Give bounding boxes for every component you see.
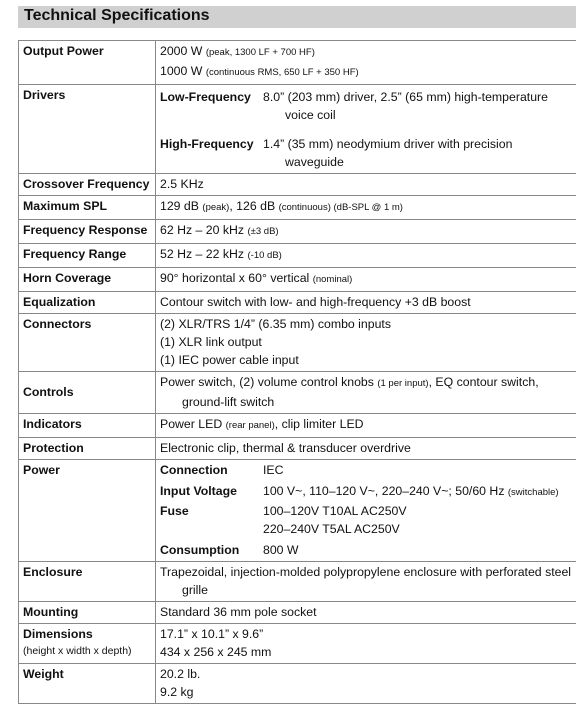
spec-row-indicators: [19, 414, 576, 438]
dimensions-sublabel: (height x width x depth): [23, 643, 151, 659]
controls-text: Power switch, (2) volume control knobs: [160, 375, 374, 389]
output-power-rms: 1000 W: [160, 64, 202, 78]
spl-continuous: , 126 dB: [229, 199, 275, 213]
dimensions-label: Dimensions: [23, 627, 93, 641]
connector-item: (2) XLR/TRS 1/4” (6.35 mm) combo inputs: [160, 315, 573, 333]
freq-range-note: (-10 dB): [248, 250, 282, 261]
power-fuse-value: 100–120V T10AL AC250V: [263, 502, 573, 520]
spec-row-dimensions: [19, 624, 576, 664]
freq-response-value: 62 Hz – 20 kHz: [160, 223, 244, 237]
output-power-peak: 2000 W: [160, 44, 202, 58]
spec-value: [156, 268, 576, 292]
controls-text-2: , EQ contour switch, ground-lift switch: [182, 375, 539, 409]
power-connection-label: Connection: [160, 461, 263, 479]
section-title-bar: [18, 6, 576, 28]
weight-imperial: 20.2 lb.: [160, 665, 573, 683]
dimensions-imperial: 17.1” x 10.1” x 9.6”: [160, 625, 573, 643]
power-input-voltage-label: Input Voltage: [160, 482, 263, 502]
spl-continuous-note: (continuous) (dB-SPL @ 1 m): [279, 202, 403, 213]
spec-row-frequency-response: [19, 220, 576, 244]
spec-row-mounting: [19, 602, 576, 624]
spec-label: Horn Coverage: [19, 268, 156, 292]
indicators-note: (rear panel): [226, 420, 275, 431]
spec-label: Controls: [19, 372, 156, 414]
weight-metric: 9.2 kg: [160, 683, 573, 701]
output-power-rms-note: (continuous RMS, 650 LF + 350 HF): [206, 67, 359, 78]
power-fuse-label: Fuse: [160, 502, 263, 538]
spec-value: [156, 220, 576, 244]
power-fuse-value: 220–240V T5AL AC250V: [263, 520, 573, 538]
dimensions-metric: 434 x 256 x 245 mm: [160, 643, 573, 661]
connector-item: (1) XLR link output: [160, 333, 573, 351]
spec-value: [156, 85, 576, 174]
connector-item: (1) IEC power cable input: [160, 351, 573, 369]
freq-range-value: 52 Hz – 22 kHz: [160, 247, 244, 261]
spec-row-equalization: [19, 292, 576, 314]
spec-row-controls: [19, 372, 576, 414]
spec-label: Drivers: [19, 85, 156, 174]
spec-value: [156, 244, 576, 268]
lf-driver-value: 8.0” (203 mm) driver, 2.5” (65 mm) high-temperature voice coil: [263, 88, 573, 124]
spec-value: 2.5 KHz: [156, 174, 576, 196]
spec-label: Maximum SPL: [19, 196, 156, 220]
spec-row-frequency-range: [19, 244, 576, 268]
spec-value: Electronic clip, thermal & transducer overdrive: [156, 438, 576, 460]
indicators-text-2: , clip limiter LED: [275, 417, 364, 431]
spec-label: Protection: [19, 438, 156, 460]
spec-label: Connectors: [19, 314, 156, 372]
spec-label: Mounting: [19, 602, 156, 624]
enclosure-value: Trapezoidal, injection-molded polypropylene enclosure with perforated steel grille: [160, 563, 573, 599]
spec-row-power: [19, 460, 576, 562]
spec-label: Crossover Frequency: [19, 174, 156, 196]
spec-label: Equalization: [19, 292, 156, 314]
spec-value: [156, 196, 576, 220]
spec-row-crossover: [19, 174, 576, 196]
spec-label: Indicators: [19, 414, 156, 438]
section-title: Technical Specifications: [24, 7, 210, 25]
spec-value: [156, 624, 576, 664]
spec-row-drivers: [19, 85, 576, 174]
spec-value: Contour switch with low- and high-frequency +3 dB boost: [156, 292, 576, 314]
power-input-voltage-value: 100 V~, 110–120 V~, 220–240 V~; 50/60 Hz: [263, 484, 504, 498]
power-connection-value: IEC: [263, 461, 573, 479]
spec-label: Output Power: [19, 41, 156, 85]
spec-label: Enclosure: [19, 562, 156, 602]
output-power-peak-note: (peak, 1300 LF + 700 HF): [206, 47, 315, 58]
spec-label: [19, 624, 156, 664]
spec-label: Frequency Range: [19, 244, 156, 268]
horn-coverage-note: (nominal): [313, 274, 353, 285]
spec-value: [156, 562, 576, 602]
spec-row-output-power: [19, 41, 576, 85]
power-input-voltage-note: (switchable): [508, 487, 559, 498]
spec-row-protection: [19, 438, 576, 460]
spec-row-max-spl: [19, 196, 576, 220]
freq-response-note: (±3 dB): [248, 226, 279, 237]
spec-table: [18, 40, 576, 704]
spl-peak: 129 dB: [160, 199, 199, 213]
spec-row-connectors: [19, 314, 576, 372]
spec-row-enclosure: [19, 562, 576, 602]
spec-label: Weight: [19, 664, 156, 704]
indicators-text: Power LED: [160, 417, 222, 431]
hf-driver-label: High-Frequency: [160, 135, 263, 171]
spec-value: Standard 36 mm pole socket: [156, 602, 576, 624]
spec-value: [156, 41, 576, 85]
spec-value: [156, 372, 576, 414]
spl-peak-note: (peak): [202, 202, 229, 213]
spec-label: Frequency Response: [19, 220, 156, 244]
spec-value: [156, 664, 576, 704]
power-consumption-value: 800 W: [263, 541, 573, 559]
spec-value: [156, 314, 576, 372]
lf-driver-label: Low-Frequency: [160, 88, 263, 124]
spec-value: [156, 414, 576, 438]
controls-note: (1 per input): [377, 378, 428, 389]
spec-label: Power: [19, 460, 156, 562]
spec-row-weight: [19, 664, 576, 704]
spec-row-horn-coverage: [19, 268, 576, 292]
horn-coverage-value: 90° horizontal x 60° vertical: [160, 271, 309, 285]
spec-value: [156, 460, 576, 562]
hf-driver-value: 1.4” (35 mm) neodymium driver with precision waveguide: [263, 135, 573, 171]
power-consumption-label: Consumption: [160, 541, 263, 559]
